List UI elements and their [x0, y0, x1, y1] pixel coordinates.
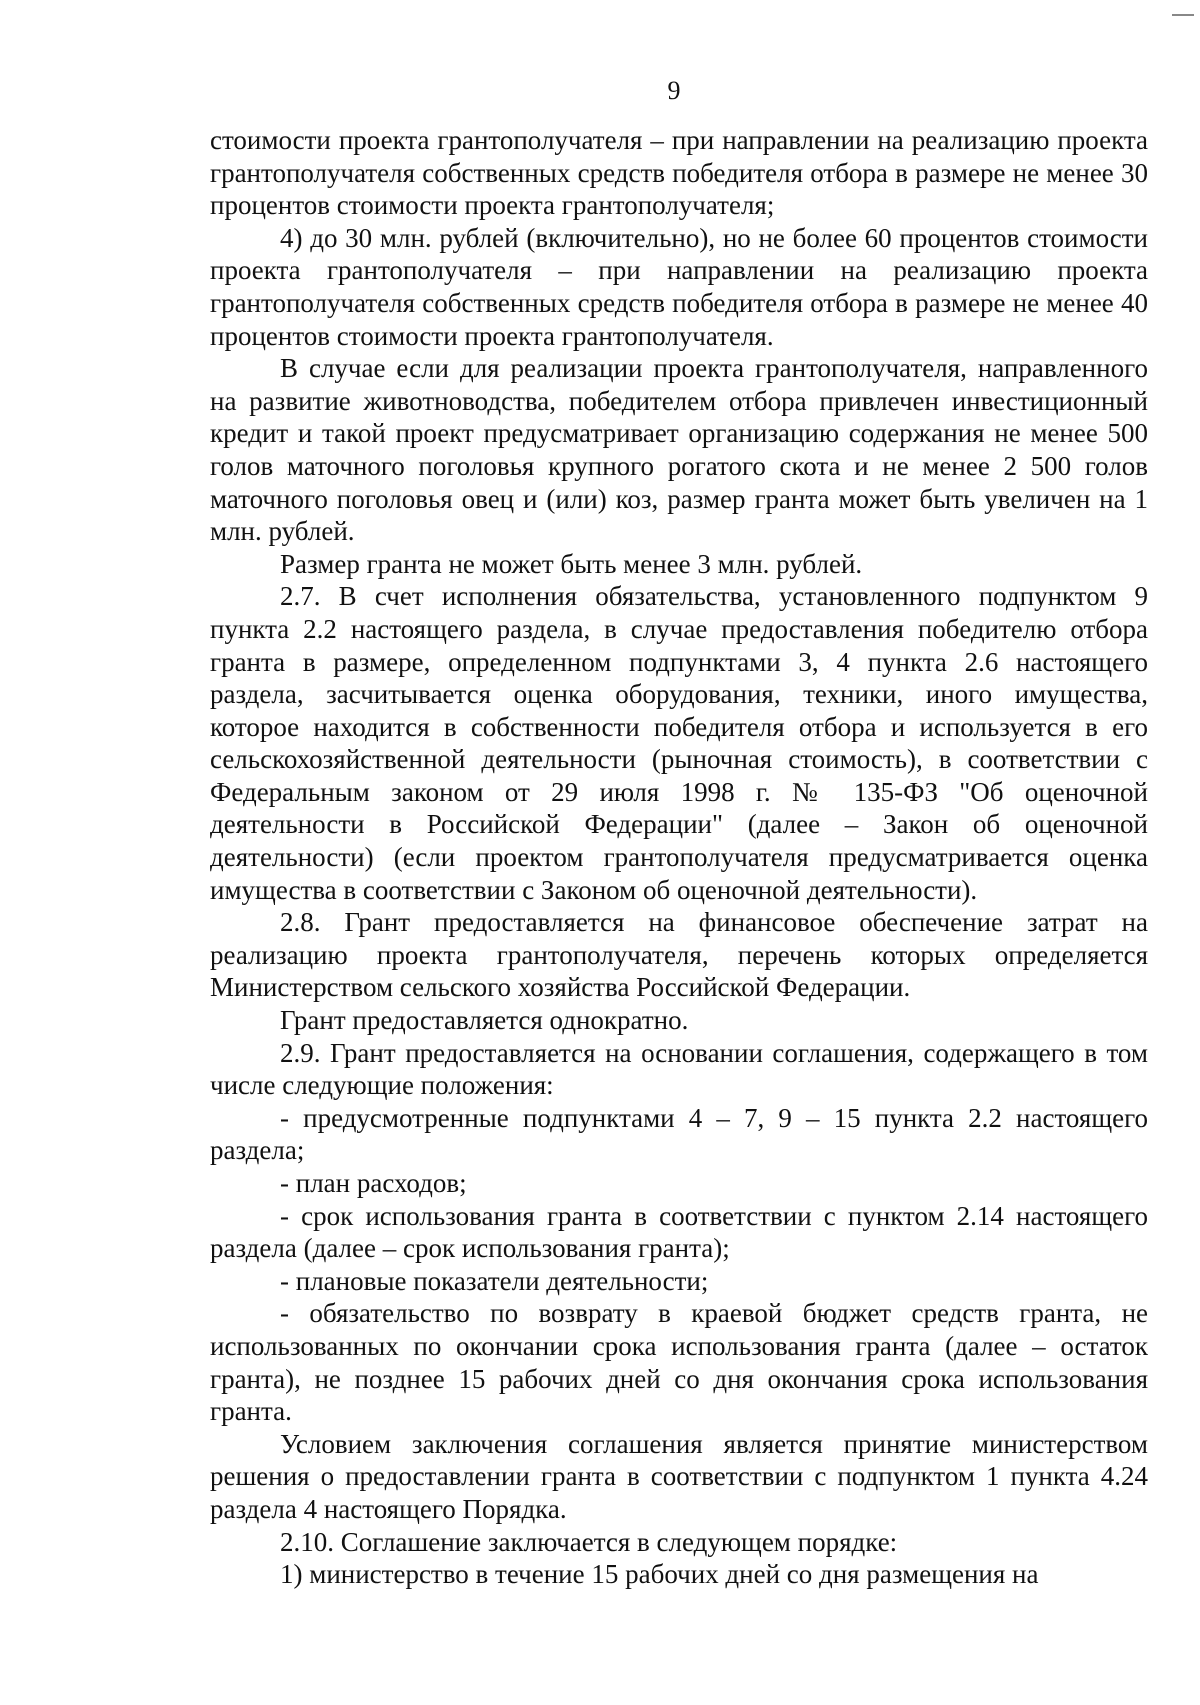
paragraph: стоимости проекта грантополучателя – при направлении на реализацию проекта грантополучателя собственных средств победителя отбора в размере не менее 30 процентов стоимости проекта грантополучателя; — [210, 125, 1148, 221]
paragraph: - план расходов; — [280, 1168, 467, 1198]
page-number: 9 — [667, 76, 681, 105]
paragraph: 2.8. Грант предоставляется на финансовое обеспечение затрат на реализацию проекта грантополучателя, перечень которых определяется Министерством сельского хозяйства Российской Федерации. — [210, 907, 1148, 1003]
paragraph: 4) до 30 млн. рублей (включительно), но не более 60 процентов стоимости проекта грантополучателя – при направлении на реализацию проекта грантополучателя собственных средств победителя отбора в размере не менее 40 процентов стоимости проекта грантополучателя. — [210, 222, 1148, 351]
paragraph: 2.10. Соглашение заключается в следующем порядке: — [280, 1526, 898, 1557]
paragraph: - срок использования гранта в соответствии с пунктом 2.14 настоящего раздела (далее – срок использования гранта); — [210, 1200, 1148, 1264]
paragraph: - обязательство по возврату в краевой бюджет средств гранта, не использованных по окончании срока использования гранта (далее – остаток гранта), не позднее 15 рабочих дней со дня окончания срока использования гранта. — [210, 1298, 1148, 1427]
document-body — [210, 124, 1148, 1591]
paragraph: - предусмотренные подпунктами 4 – 7, 9 – 15 пункта 2.2 настоящего раздела; — [210, 1102, 1148, 1166]
paragraph: Размер гранта не может быть менее 3 млн. рублей. — [280, 548, 863, 579]
paragraph: В случае если для реализации проекта грантополучателя, направленного на развитие животноводства, победителем отбора привлечен инвестиционный кредит и такой проект предусматривает организацию содержания не менее 500 голов маточного поголовья крупного рогатого скота и не менее 2 500 голов маточного поголовья овец и (или) коз, размер гранта может быть увеличен на 1 млн. рублей. — [210, 353, 1148, 547]
paragraph: 2.9. Грант предоставляется на основании соглашения, содержащего в том числе следующие положения: — [210, 1037, 1148, 1101]
paragraph: Условием заключения соглашения является принятие министерством решения о предоставлении гранта в соответствии с подпунктом 1 пункта 4.24 раздела 4 настоящего Порядка. — [210, 1428, 1148, 1524]
paragraph: Грант предоставляется однократно. — [280, 1005, 689, 1036]
paragraph: - плановые показатели деятельности; — [280, 1265, 709, 1296]
scan-edge-mark — [1172, 14, 1194, 16]
paragraph: 1) министерство в течение 15 рабочих дней со дня размещения на — [280, 1559, 1039, 1590]
paragraph: 2.7. В счет исполнения обязательства, установленного подпунктом 9 пункта 2.2 настоящего раздела, в случае предоставления победителю отбора гранта в размере, определенном подпунктами 3, 4 пункта 2.6 настоящего раздела, засчитывается оценка оборудования, техники, иного имущества, которое находится в собственности победителя отбора и используется в его сельскохозяйственной деятельности (рыночная стоимость), в соответствии с Федеральным законом от 29 июля 1998 г. № 135-ФЗ "Об оценочной деятельности в Российской Федерации" (далее – Закон об оценочной деятельности) (если проектом грантополучателя предусматривается оценка имущества в соответствии с Законом об оценочной деятельности). — [210, 581, 1148, 905]
